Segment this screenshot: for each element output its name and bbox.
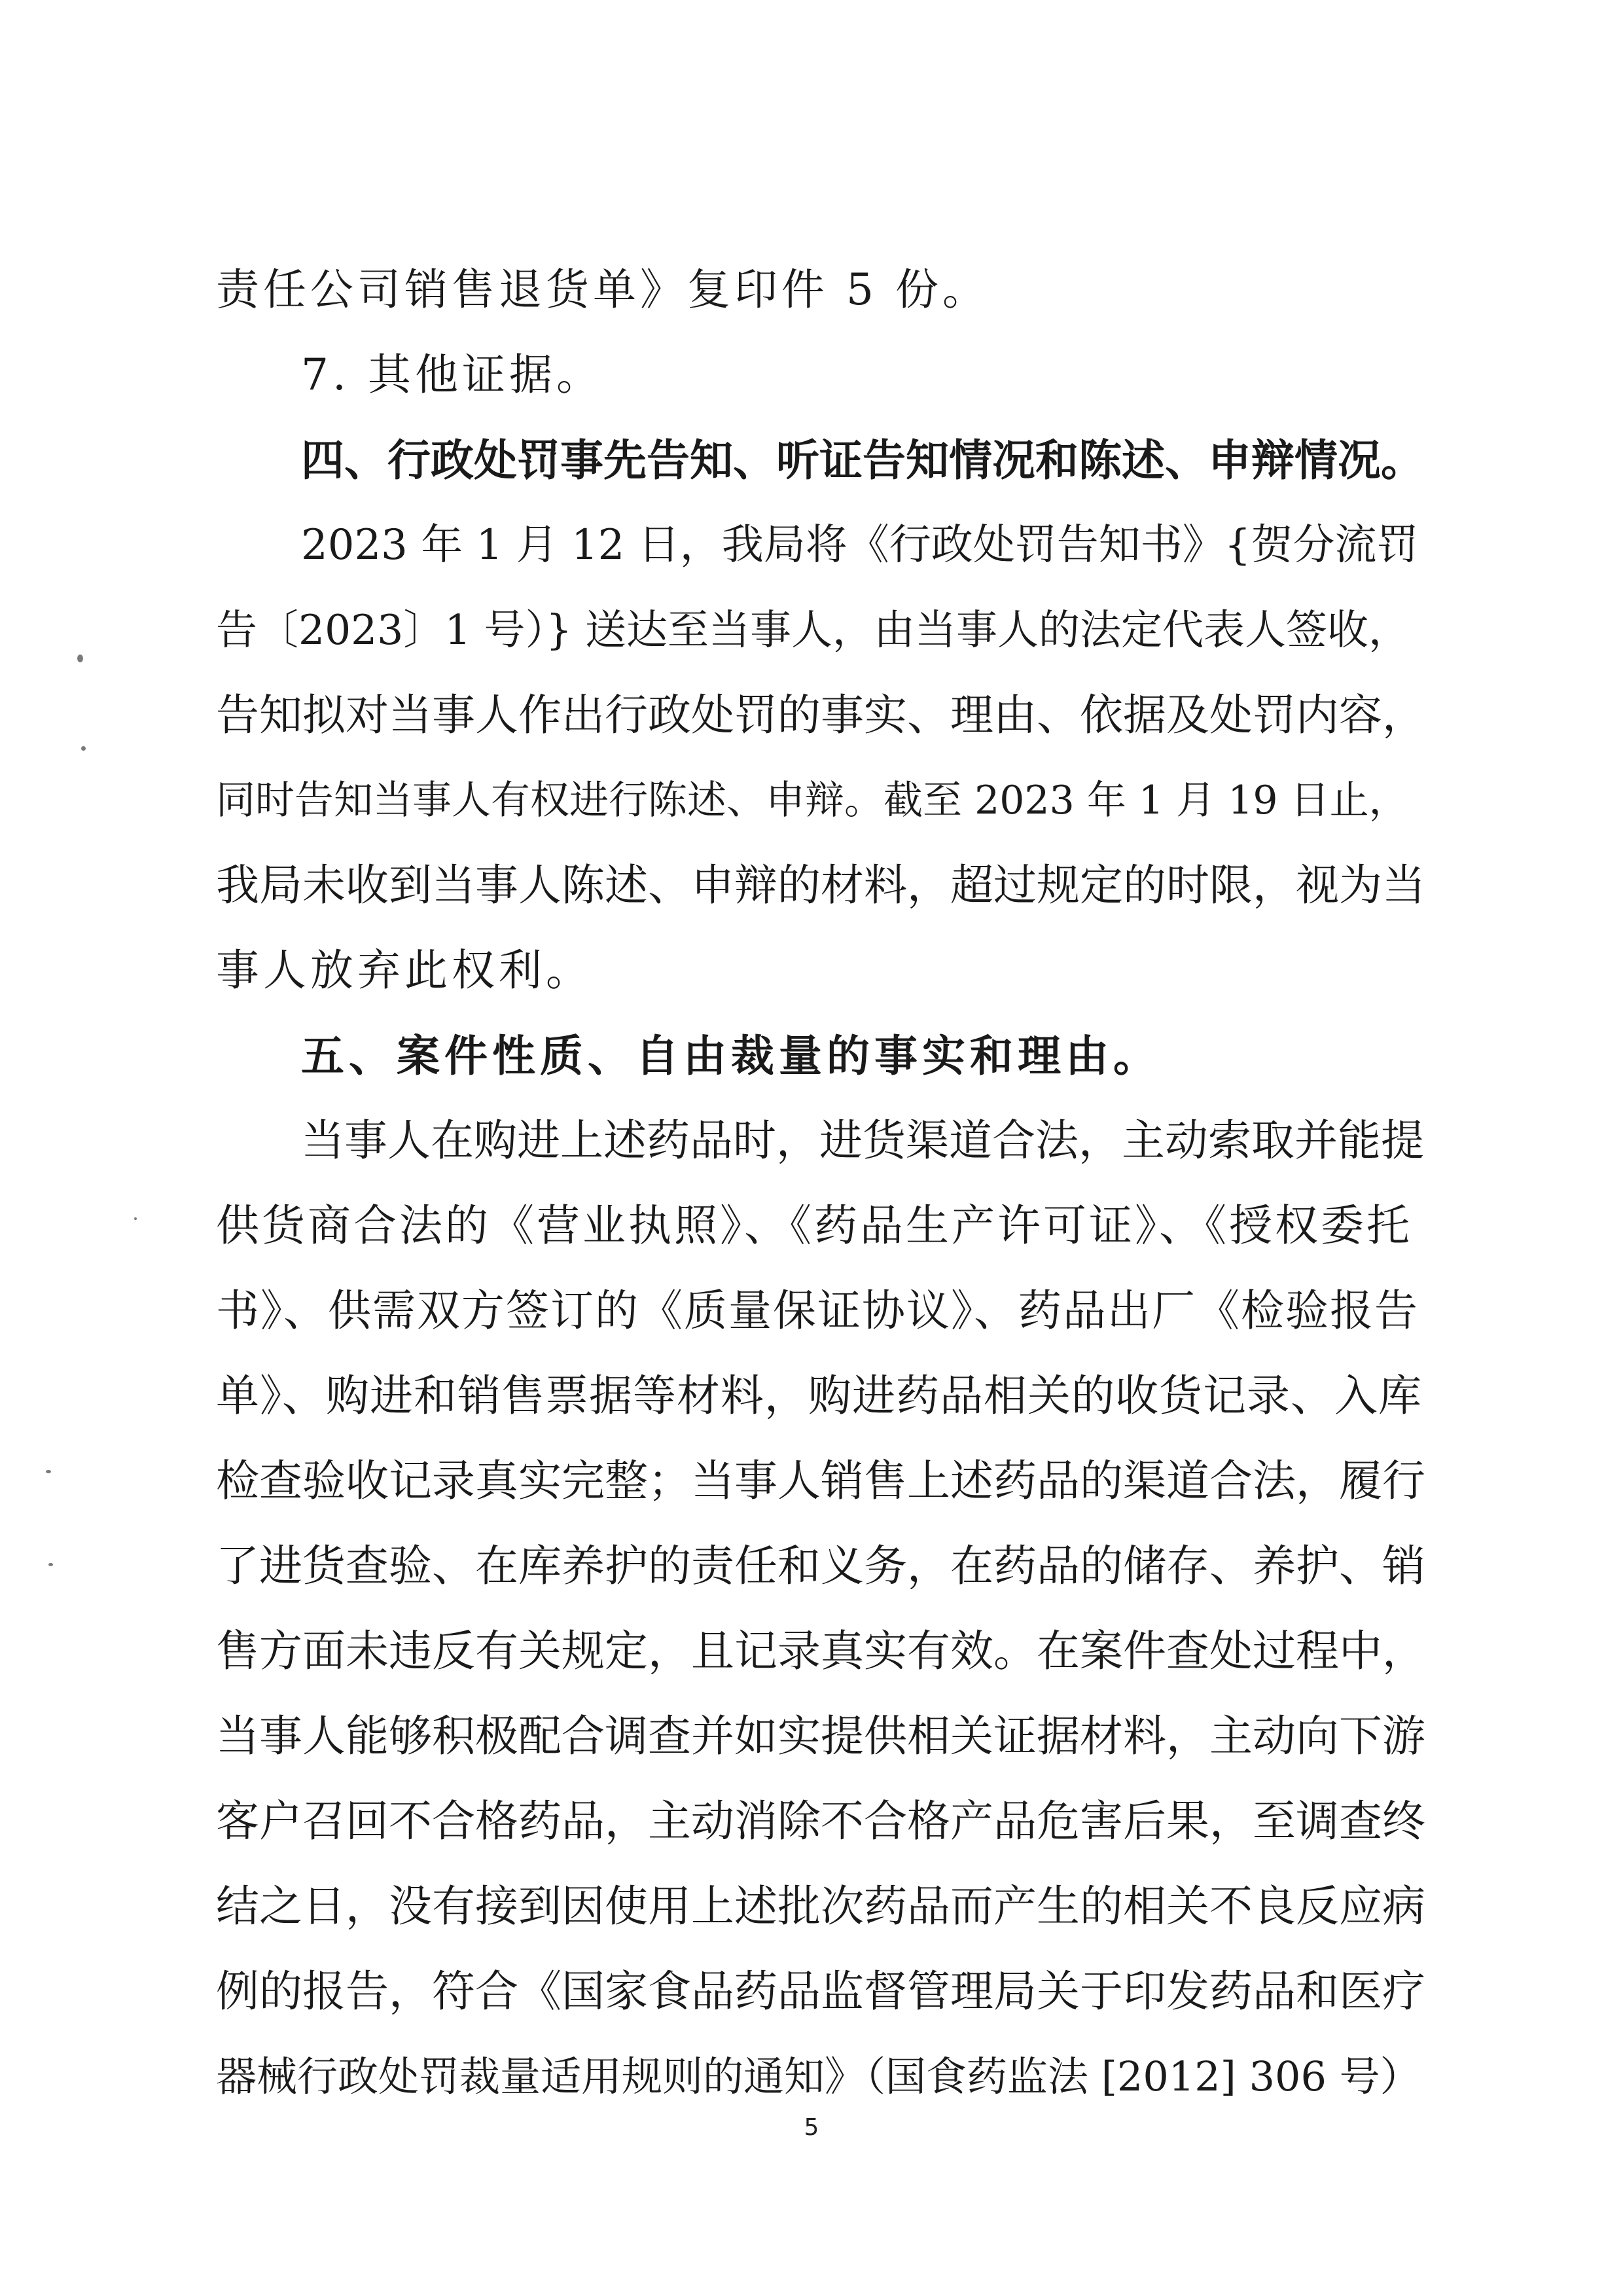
body-line-14: 单》、购进和销售票据等材料，购进药品相关的收货记录、入库	[216, 1371, 1422, 1421]
body-line-20: 结之日，没有接到因使用上述批次药品而产生的相关不良反应病	[216, 1881, 1425, 1931]
body-line-7: 同时告知当事人有权进行陈述、申辩。截至 2023 年 1 月 19 日止，	[216, 778, 1408, 823]
scan-speck	[81, 746, 86, 751]
body-line-6: 告知拟对当事人作出行政处罚的事实、理由、依据及处罚内容，	[216, 690, 1425, 740]
scan-speck	[46, 1470, 51, 1473]
body-line-17: 售方面未违反有关规定，且记录真实有效。在案件查处过程中，	[216, 1626, 1425, 1676]
body-line-21: 例的报告，符合《国家食品药品监督管理局关于印发药品和医疗	[216, 1966, 1425, 2017]
page-number: 5	[804, 2114, 819, 2141]
body-line-11: 当事人在购进上述药品时，进货渠道合法，主动索取并能提	[301, 1115, 1424, 1166]
body-line-16: 了进货查验、在库养护的责任和义务，在药品的储存、养护、销	[216, 1541, 1425, 1591]
body-line-4: 2023 年 1 月 12 日，我局将《行政处罚告知书》{贺分流罚	[301, 521, 1419, 569]
body-line-5: 告〔2023〕1 号）} 送达至当事人，由当事人的法定代表人签收，	[216, 606, 1410, 654]
body-line-15: 检查验收记录真实完整；当事人销售上述药品的渠道合法，履行	[216, 1456, 1425, 1506]
scan-speck	[134, 1217, 137, 1220]
body-line-1: 责任公司销售退货单》复印件 5 份。	[216, 264, 990, 315]
body-line-9: 事人放弃此权利。	[216, 945, 593, 996]
scan-speck	[48, 1563, 53, 1566]
section-heading-4: 四、行政处罚事先告知、听证告知情况和陈述、申辩情况。	[301, 435, 1424, 486]
body-line-13: 书》、供需双方签订的《质量保证协议》、药品出厂《检验报告	[216, 1285, 1419, 1336]
section-heading-5: 五、案件性质、自由裁量的事实和理由。	[301, 1030, 1161, 1081]
scan-speck	[77, 655, 83, 662]
body-line-8: 我局未收到当事人陈述、申辩的材料，超过规定的时限，视为当	[216, 860, 1425, 910]
body-line-19: 客户召回不合格药品，主动消除不合格产品危害后果，至调查终	[216, 1796, 1425, 1846]
body-line-12: 供货商合法的《营业执照》、《药品生产许可证》、《授权委托	[216, 1200, 1412, 1251]
body-line-18: 当事人能够积极配合调查并如实提供相关证据材料，主动向下游	[216, 1711, 1425, 1761]
body-line-2: 7. 其他证据。	[301, 350, 603, 400]
body-line-22: 器械行政处罚裁量适用规则的通知》（国食药监法 [2012] 306 号）	[216, 2053, 1421, 2100]
